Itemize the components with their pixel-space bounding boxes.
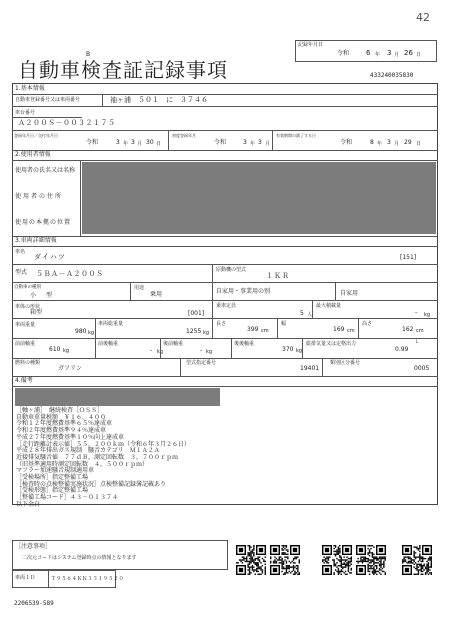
- shape-value: 箱型: [30, 309, 43, 316]
- record-date-month: 3: [387, 49, 392, 57]
- page-title: 自動車検査証記録事項: [18, 58, 228, 82]
- kind-label: 自動車の種別: [14, 285, 41, 290]
- displacement-value: 0.99: [395, 346, 409, 353]
- section3-heading: 3.車両詳細情報: [15, 237, 57, 244]
- expiry-day-unit: 日: [416, 141, 422, 147]
- chassis-label: 車台番号: [15, 110, 36, 116]
- width-label: 幅: [281, 321, 287, 327]
- shape-code: [001]: [188, 310, 205, 317]
- b-mark: B: [86, 51, 91, 58]
- expiry-day: 29: [404, 139, 412, 146]
- height-value: 162: [402, 326, 414, 333]
- gross-weight-unit: kg: [203, 330, 210, 336]
- rear-rear-axle-label: 後後軸重: [234, 341, 255, 347]
- expiry-era: 令和: [340, 139, 353, 146]
- gross-weight-label: 車両総重量: [98, 321, 124, 327]
- first-reg-day-unit: 日: [156, 141, 162, 147]
- first-reg-year: 3: [116, 139, 120, 146]
- remark-line: 以下余白: [16, 500, 41, 508]
- model-label: 型式: [15, 269, 28, 276]
- category-label: 類別区分番号: [330, 360, 361, 366]
- private-use-value: 自家用: [340, 290, 359, 297]
- record-date-day: 26: [404, 49, 413, 57]
- user-info-redaction: [82, 162, 436, 234]
- capacity-value: 5: [300, 310, 304, 317]
- category-value: 0005: [414, 365, 430, 372]
- reg-number-value: 袖ヶ浦 ５０１ に ３７４６: [110, 96, 208, 104]
- remark-line: ［整備工場コード］４３－０１３７４: [16, 494, 119, 502]
- doc-number: 433240035830: [370, 72, 414, 79]
- use-value: 乗用: [150, 291, 163, 298]
- length-unit: cm: [261, 328, 269, 334]
- use-label: 用途: [134, 285, 145, 291]
- first-year-era: 令和: [214, 139, 227, 146]
- section2-heading: 2.使用者情報: [15, 151, 51, 158]
- capacity-label: 乗車定員: [216, 303, 237, 309]
- handwritten-page-number: 42: [416, 11, 430, 24]
- base-location-label: 使用の本拠の位置: [15, 219, 72, 226]
- fuel-label: 燃料の種類: [15, 360, 41, 366]
- max-load-unit: kg: [424, 312, 431, 318]
- displacement-label: 総排気量又は定格出力: [306, 341, 357, 347]
- fuel-value: ガソリン: [58, 365, 83, 372]
- first-year-label: 初度登録年月: [172, 133, 196, 138]
- notice-heading: ［注意事項］: [15, 543, 52, 550]
- qr-code-icon: [270, 545, 300, 575]
- front-front-axle-value: 610: [49, 346, 61, 353]
- remark-line: 近接排気騒音値 ７７ｄＢ，測定回転数 ３，７００ｒｐｍ: [16, 453, 179, 461]
- qr-code-icon: [402, 545, 432, 575]
- remark-line: ［受検形態］指定整備工場: [16, 487, 89, 495]
- section4-heading: 4.備考: [15, 377, 33, 384]
- front-rear-axle-label: 前後軸重: [98, 341, 119, 347]
- section1-heading: 1.基本情報: [15, 85, 45, 92]
- make-label: 車名: [15, 249, 26, 255]
- remarks-redaction: [15, 388, 220, 406]
- first-reg-year-unit: 年: [123, 141, 129, 147]
- engine-value: １ＫＲ: [266, 272, 290, 280]
- first-year-year: 3: [243, 139, 247, 146]
- first-year-month-unit: 月: [265, 141, 271, 147]
- first-year-month: 3: [258, 139, 262, 146]
- vehicle-id-value: Ｔ９５６４ＫＫ３３１９５２０: [51, 576, 124, 582]
- remark-line: 自動車重量税額 ￥１６，４００: [16, 413, 107, 421]
- max-load-value: -: [415, 309, 418, 316]
- qr-code-icon: [236, 545, 266, 575]
- expiry-year-unit: 年: [377, 141, 383, 147]
- remark-line: マフラー加速騒音規制適用車: [16, 467, 95, 475]
- remark-line: 令和１２年度燃費基準６５％達成車: [16, 420, 113, 428]
- make-code: [151]: [400, 254, 417, 261]
- user-name-label: 使用者の氏名又は名称: [15, 167, 76, 174]
- record-date-label: 記録年月日: [298, 42, 324, 48]
- bottom-code: 2206539-589: [14, 600, 54, 607]
- remark-line: 平成２８年排出ガス規制 騒音カテゴリ Ｍ１Ａ２Ａ: [16, 447, 160, 455]
- model-value: ５ＢＡ－Ａ２００Ｓ: [36, 270, 104, 278]
- vehicle-id-label: 車両ＩＤ: [15, 575, 36, 581]
- rear-front-axle-label: 後前軸重: [163, 341, 184, 347]
- notice-text: 二次元コードはシステム登録時点の情報となります: [22, 555, 137, 561]
- max-load-label: 最大積載量: [316, 303, 342, 309]
- first-year-year-unit: 年: [250, 141, 256, 147]
- record-date-year: 6: [366, 49, 371, 57]
- type-approval-value: 19401: [300, 365, 320, 372]
- rear-rear-axle-value: 370: [282, 346, 294, 353]
- kind-value: 小 型: [30, 292, 55, 299]
- width-value: 169: [333, 326, 345, 333]
- expiry-label: 有効期間の満了する日: [276, 133, 316, 138]
- first-reg-era: 令和: [86, 139, 99, 146]
- rear-front-axle-unit: kg: [206, 349, 213, 355]
- height-label: 高さ: [362, 321, 373, 327]
- weight-label: 車両重量: [15, 322, 36, 328]
- make-value: ダイハツ: [34, 253, 66, 261]
- first-reg-day: 30: [146, 139, 154, 146]
- record-date-day-unit: 日: [416, 52, 422, 58]
- engine-label: 原動機の型式: [216, 267, 247, 273]
- front-rear-axle-value: -: [150, 347, 153, 354]
- displacement-unit: L: [416, 339, 419, 344]
- chassis-value: Ａ２００Ｓ－００３２１７５: [18, 119, 116, 127]
- remark-line: ［走行距離計表示値］５５，２００ｋｍ（令和６年３月２６日）: [16, 440, 191, 448]
- expiry-month: 3: [387, 139, 391, 146]
- shape-label: 車体の形状: [15, 304, 41, 310]
- length-label: 長さ: [216, 321, 227, 327]
- record-date-month-unit: 月: [394, 52, 400, 58]
- rear-front-axle-value: -: [200, 347, 203, 354]
- weight-unit: kg: [88, 330, 95, 336]
- width-unit: cm: [347, 328, 355, 334]
- weight-value: 980: [75, 328, 87, 335]
- qr-code-icon: [322, 545, 352, 575]
- remark-line: ［検査時の点検整備実施状況］点検整備記録簿記載あり: [16, 480, 167, 488]
- qr-code-icon: [356, 545, 386, 575]
- rear-rear-axle-unit: kg: [296, 348, 303, 354]
- record-date-year-unit: 年: [375, 52, 381, 58]
- capacity-unit: 人: [307, 312, 313, 318]
- front-front-axle-label: 前前軸重: [15, 341, 36, 347]
- first-reg-label: 登録年月日／交付年月日: [14, 133, 58, 138]
- record-date-era: 令和: [337, 50, 350, 57]
- gross-weight-value: 1255: [186, 328, 202, 335]
- remark-line: ［軸ヶ浦］ 継続検査［ＯＳＳ］: [16, 407, 104, 414]
- front-rear-axle-unit: kg: [157, 349, 164, 355]
- first-reg-month: 3: [131, 139, 135, 146]
- height-unit: cm: [416, 328, 424, 334]
- expiry-month-unit: 月: [394, 141, 400, 147]
- type-approval-label: 型式指定番号: [186, 360, 217, 366]
- expiry-year: 8: [370, 139, 374, 146]
- first-reg-month-unit: 月: [137, 141, 143, 147]
- private-use-label: 自家用・事業用の別: [216, 288, 271, 295]
- remark-line: ［受検場所］指定整備工場: [16, 474, 89, 481]
- length-value: 399: [247, 326, 259, 333]
- reg-number-label: 自動車登録番号又は車両番号: [15, 97, 81, 103]
- remark-line: （旧基準適用時測定回転数 ４，５００ｒｐｍ）: [16, 460, 149, 468]
- remark-line: 令和２年度燃費基準９４％達成車: [16, 427, 107, 435]
- front-front-axle-unit: kg: [63, 348, 70, 354]
- remark-line: 平成２７年度燃費基準１０％向上達成車: [16, 433, 125, 441]
- user-address-label: 使用者の住所: [15, 193, 64, 200]
